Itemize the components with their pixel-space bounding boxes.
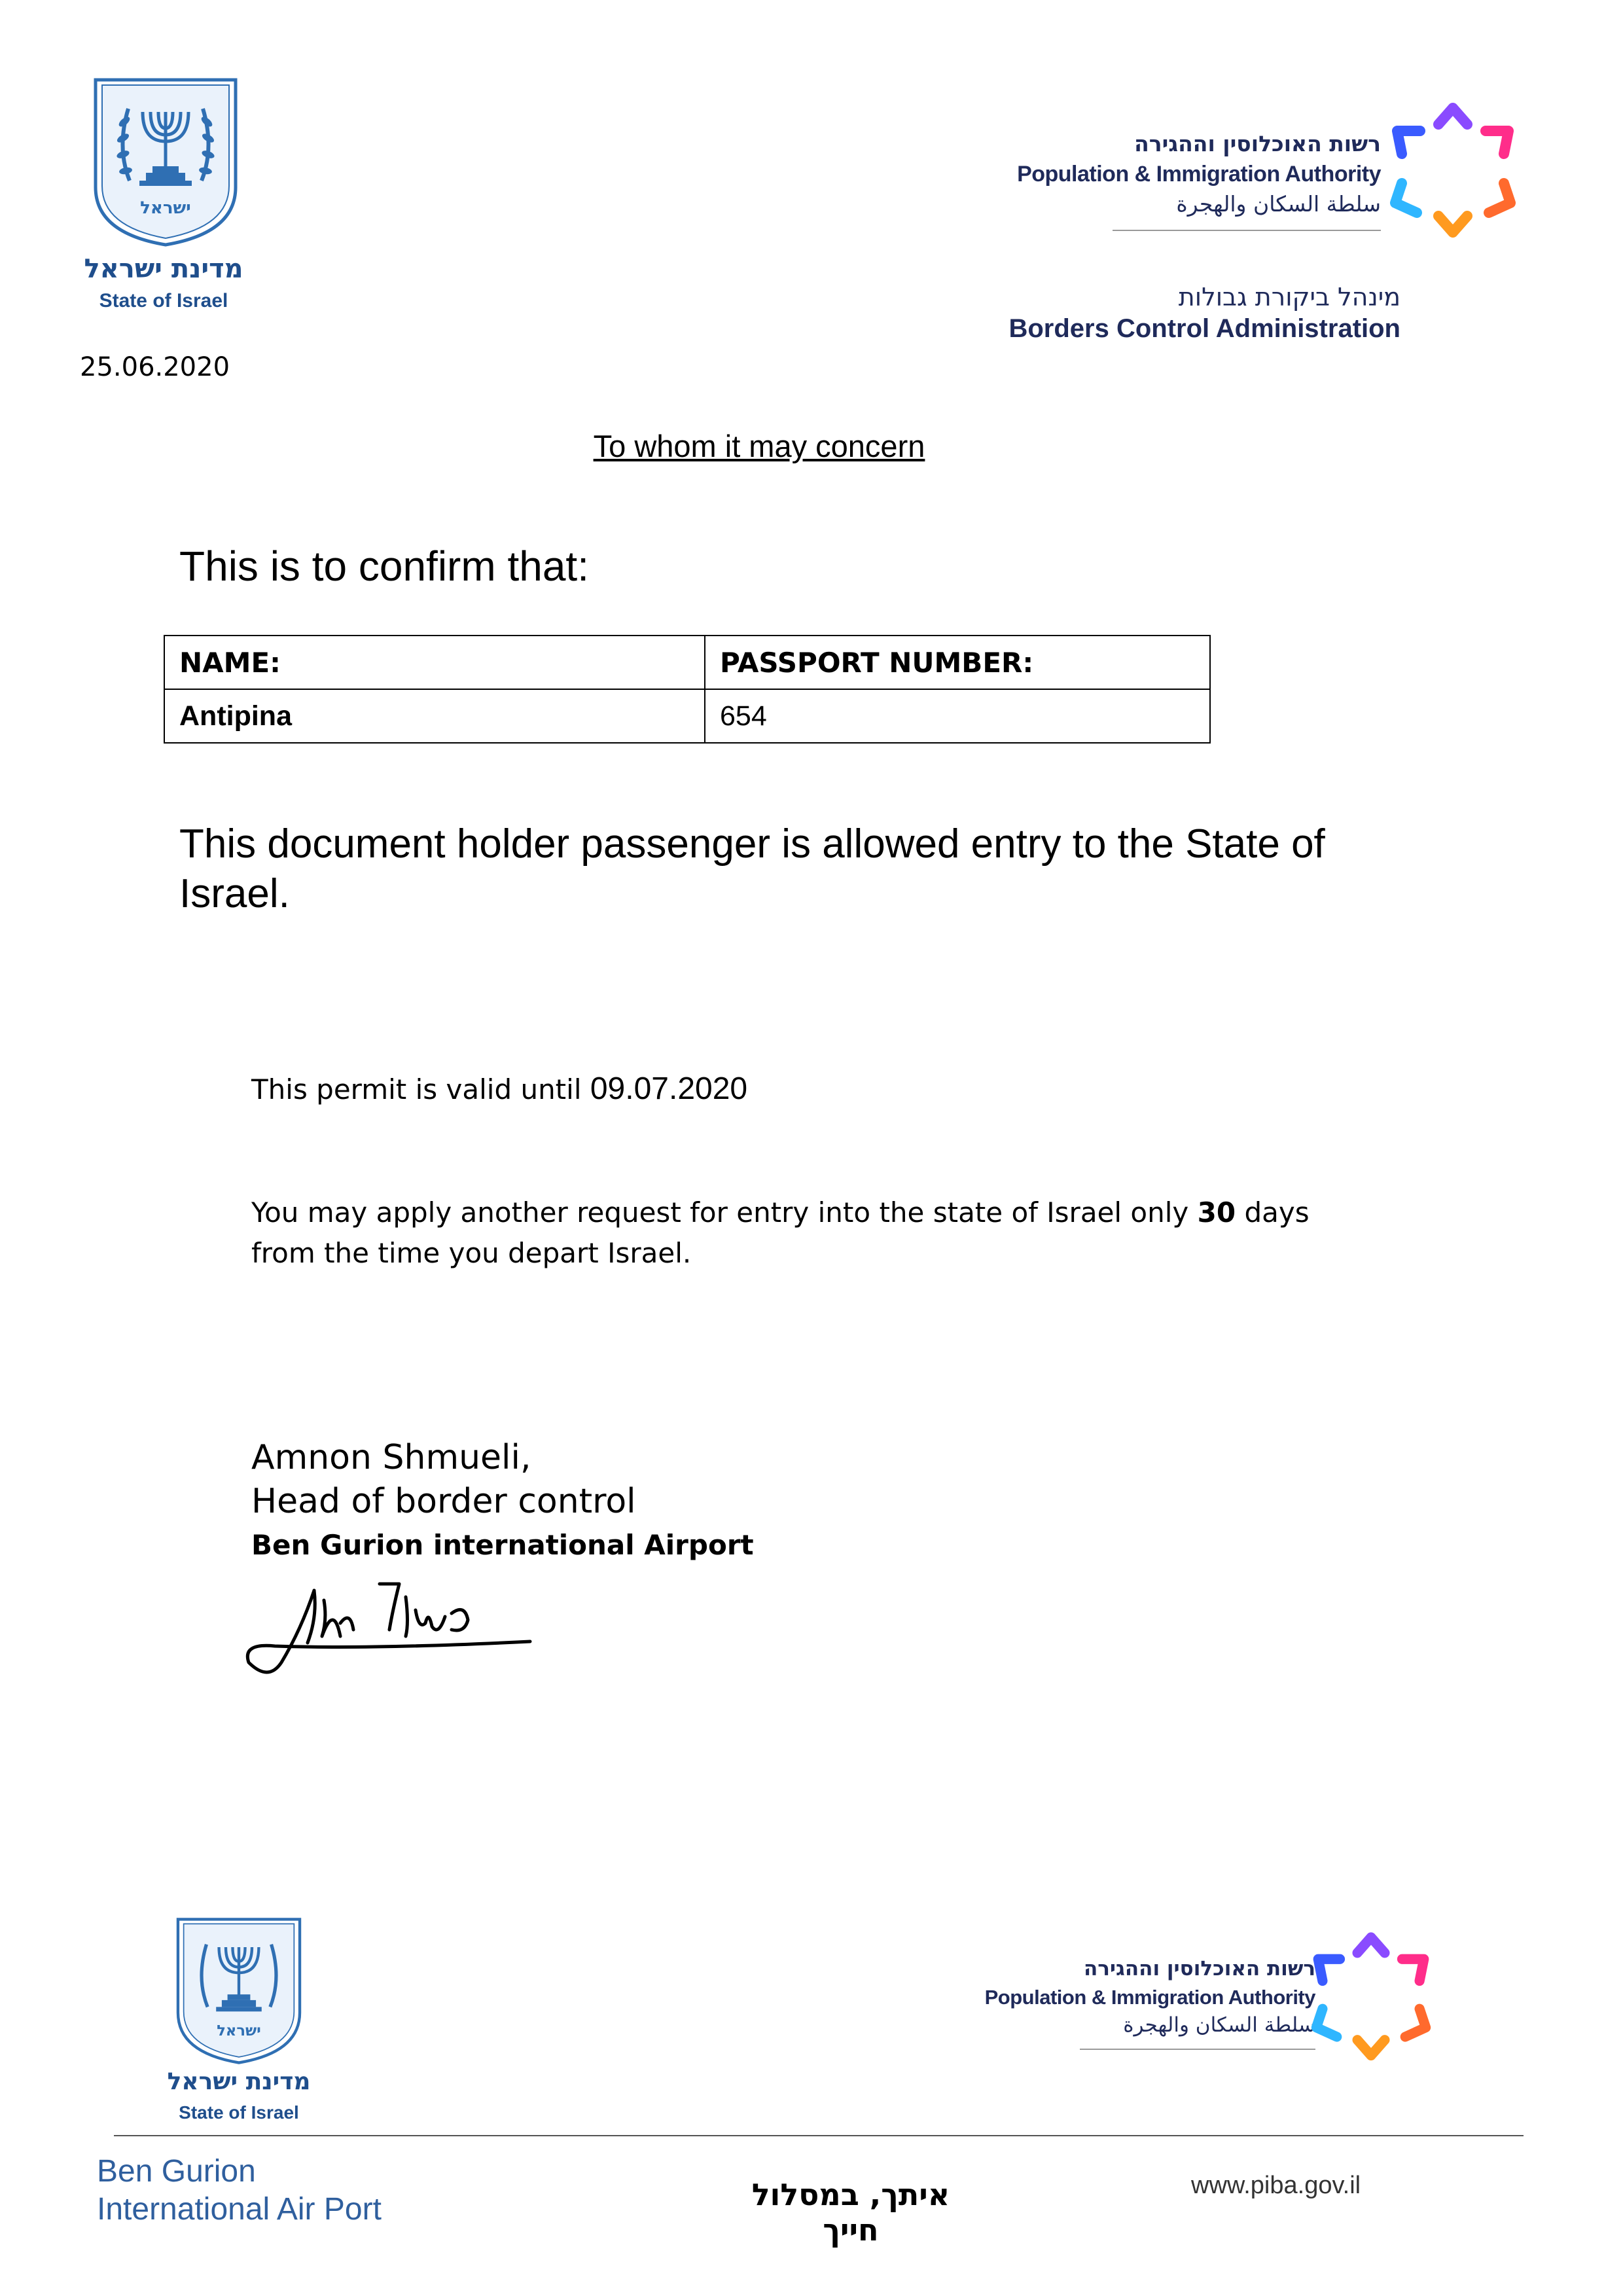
confirm-intro: This is to confirm that: (179, 543, 589, 590)
passport-number: 654 (705, 689, 1210, 743)
validity-line (251, 1071, 747, 1107)
authority-footer-divider (1080, 2049, 1315, 2050)
authority-footer-hebrew-name: רשות האוכלוסין וההגירה (1083, 1957, 1315, 1981)
table-row (164, 689, 1210, 743)
emblem-footer-english-name: State of Israel (179, 2102, 299, 2123)
footer-location-line1: Ben Gurion (97, 2154, 256, 2189)
signatory-title: Head of border control (251, 1482, 636, 1521)
passenger-name: Antipina (164, 689, 705, 743)
emblem-hebrew-name: מדינת ישראל (84, 254, 243, 284)
authority-hebrew-name: רשות האוכלוסין וההגירה (1134, 131, 1381, 156)
passenger-table (164, 635, 1211, 744)
signatory-location: Ben Gurion international Airport (251, 1529, 754, 1561)
footer-location-line2: International Air Port (97, 2192, 382, 2227)
name-header: NAME: (164, 636, 705, 689)
footer-slogan: איתך, במסלול חייך (751, 2177, 950, 2248)
document-date: 25.06.2020 (80, 352, 230, 382)
emblem-shield-text: ישראל (140, 198, 191, 218)
reapply-notice (251, 1193, 1364, 1274)
entry-statement: This document holder passenger is allowed entry to the State of Israel. (179, 821, 1325, 916)
validity-date: 09.07.2020 (590, 1071, 748, 1106)
footer-divider (114, 2135, 1524, 2136)
table-header-row (164, 636, 1210, 689)
star-logo-footer-icon (1309, 1931, 1433, 2068)
state-emblem (90, 76, 241, 249)
emblem-footer-hebrew-name: מדינת ישראל (167, 2068, 311, 2095)
reapply-prefix: You may apply another request for entry into the state of Israel only (251, 1196, 1189, 1229)
passport-header: PASSPORT NUMBER: (705, 636, 1210, 689)
signatory-name: Amnon Shmueli, (251, 1438, 531, 1477)
authority-footer-arabic-name: سلطة السكان والهجرة (1123, 2013, 1315, 2037)
authority-english-name: Population & Immigration Authority (1017, 162, 1381, 187)
handwritten-signature (242, 1564, 543, 1695)
authority-footer-english-name: Population & Immigration Authority (984, 1986, 1315, 2009)
state-emblem-footer (173, 1915, 304, 2067)
division-english-name: Borders Control Administration (1008, 314, 1400, 343)
reapply-suffix: days from the time you depart Israel. (251, 1196, 1310, 1269)
authority-logo-footer (942, 1937, 1466, 2068)
reapply-days: 30 (1197, 1196, 1236, 1229)
validity-text: This permit is valid until (251, 1073, 582, 1105)
division-hebrew-name: מינהל ביקורת גבולות (1178, 283, 1400, 312)
star-logo-icon (1387, 101, 1518, 245)
authority-arabic-name: سلطة السكان والهجرة (1176, 191, 1381, 217)
greeting: To whom it may concern (593, 429, 925, 463)
authority-logo (982, 124, 1531, 268)
emblem-english-name: State of Israel (99, 290, 228, 312)
emblem-footer-shield-text: ישראל (217, 2022, 261, 2039)
authority-divider (1113, 230, 1381, 231)
footer-website-link[interactable]: www.piba.gov.il (1191, 2172, 1361, 2199)
